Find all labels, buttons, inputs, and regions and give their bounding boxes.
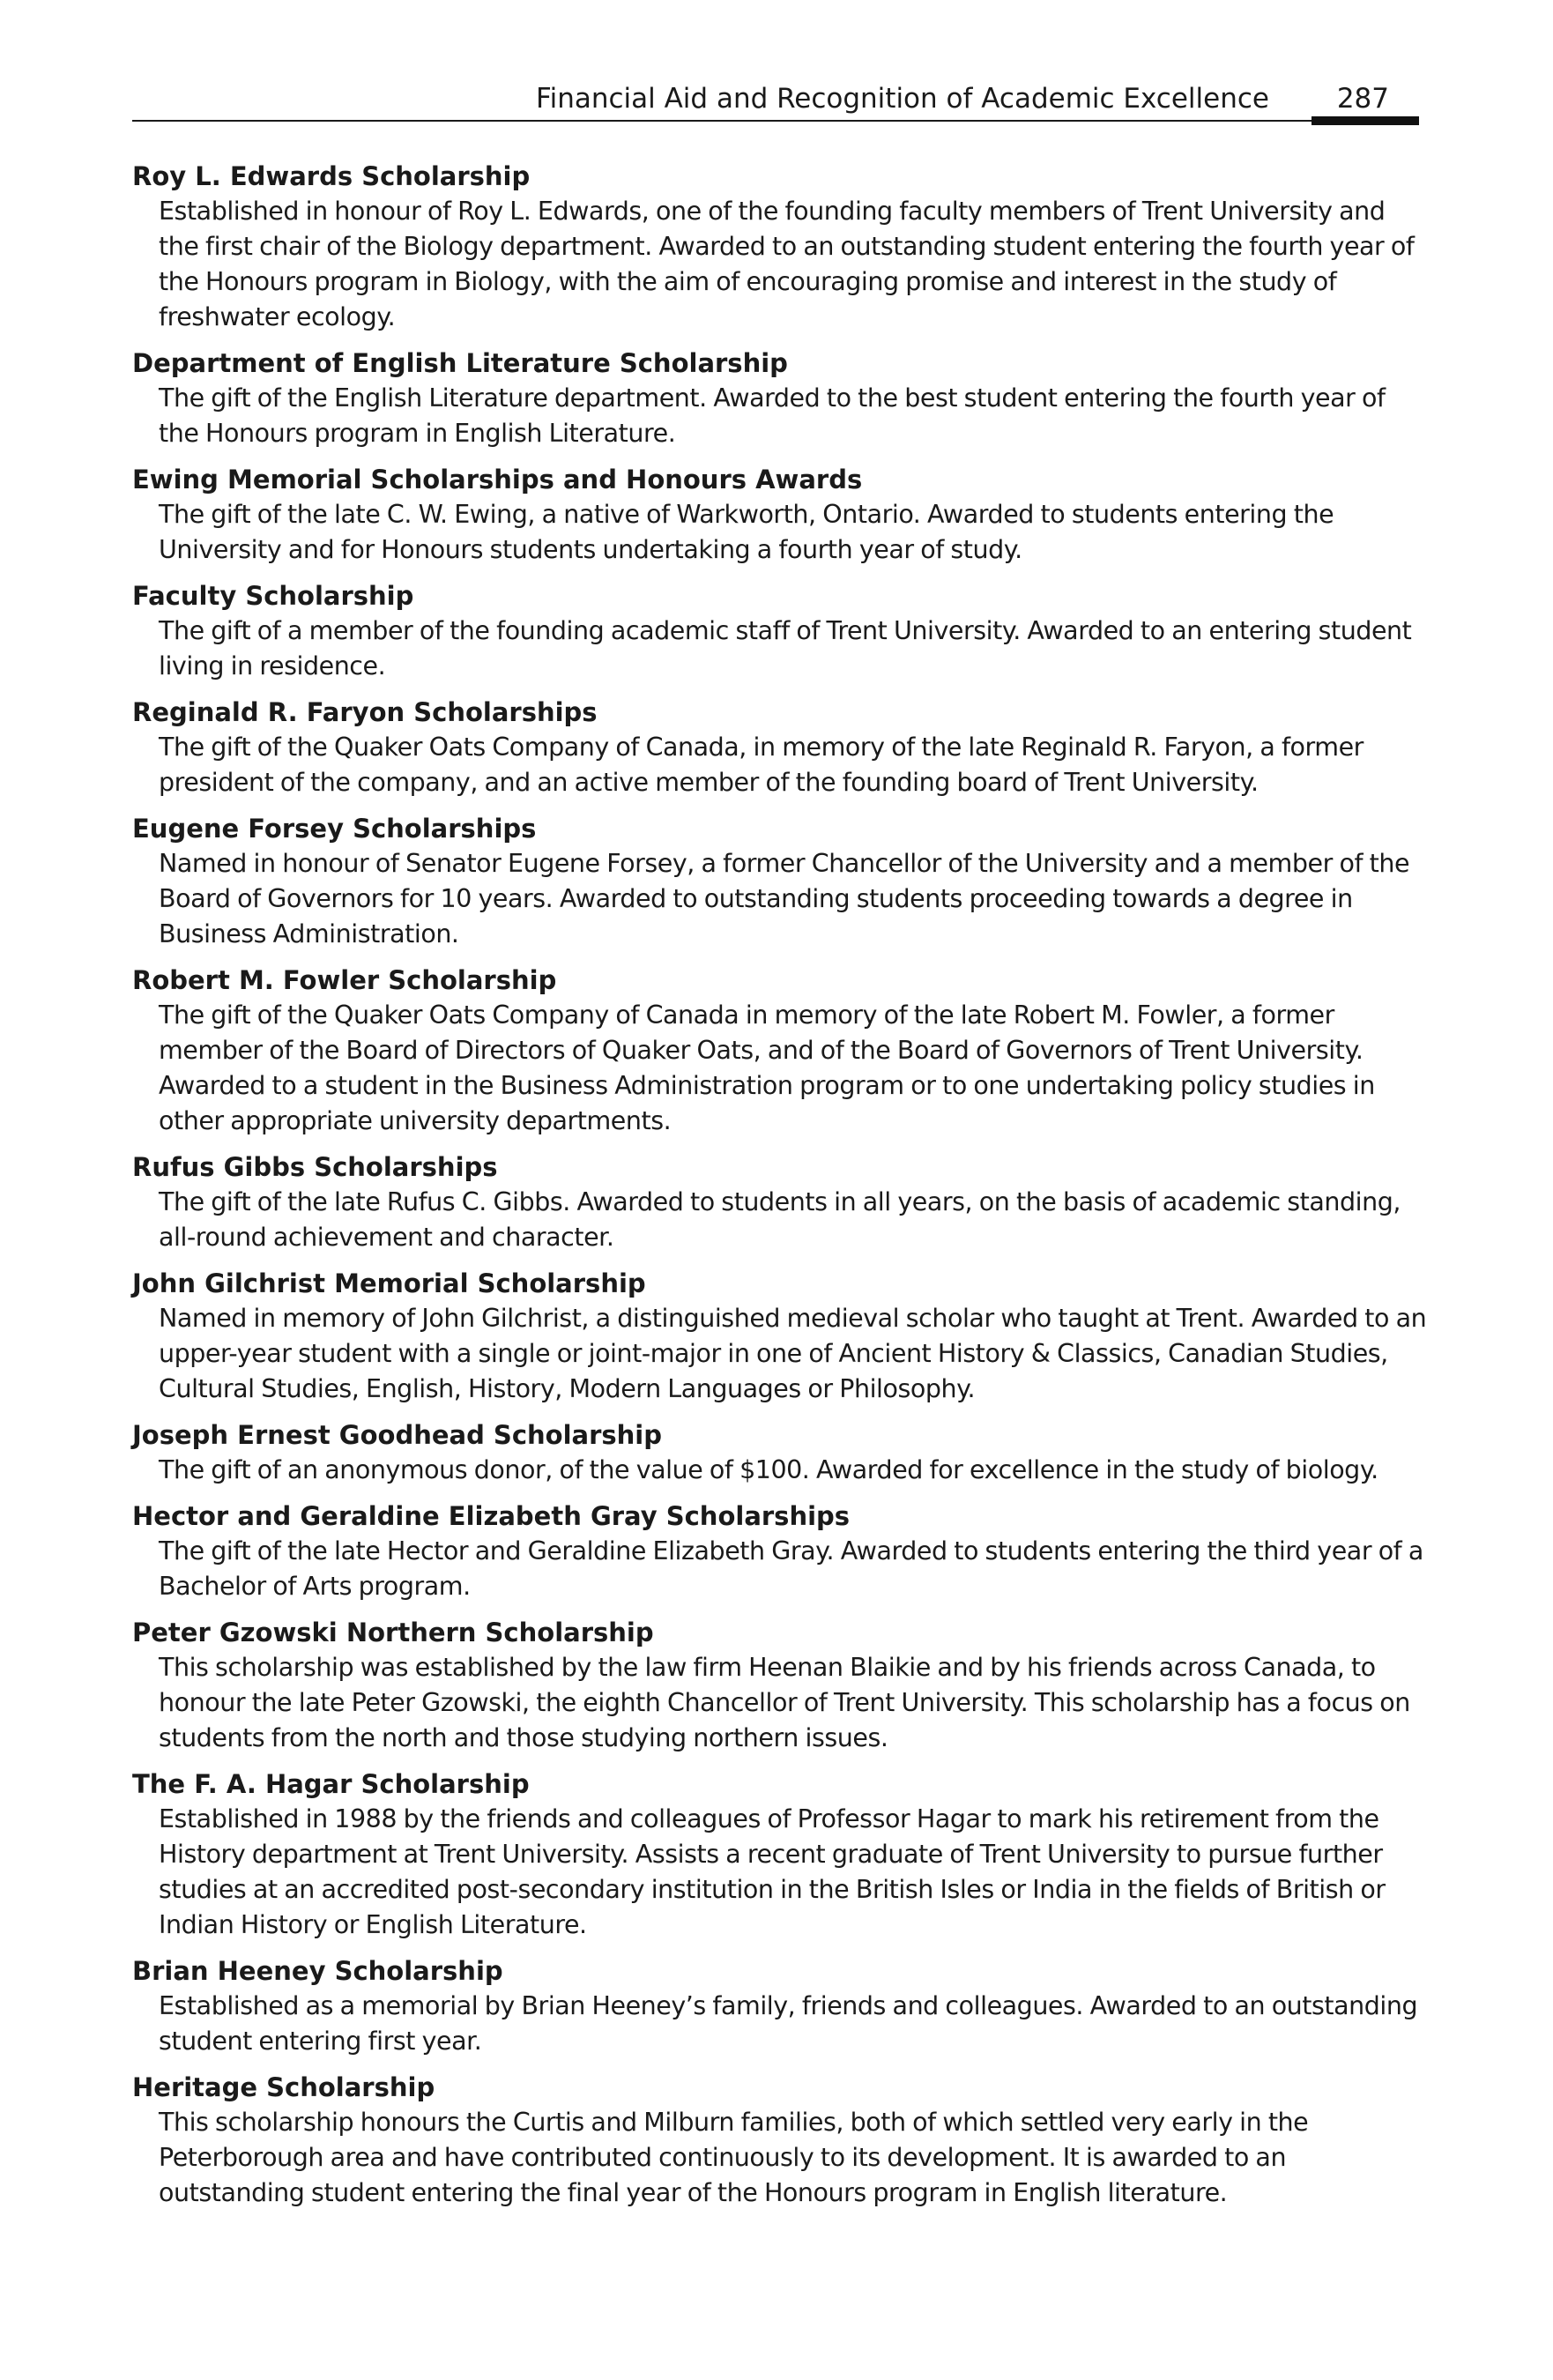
page-number: 287 — [1336, 83, 1389, 115]
scholarship-title: Faculty Scholarship — [132, 581, 414, 611]
scholarship-entry — [132, 2070, 1428, 2211]
scholarship-entry — [132, 695, 1428, 800]
scholarship-entry — [132, 811, 1428, 952]
header-tab-marker — [1312, 116, 1419, 125]
scholarship-entry — [132, 159, 1428, 335]
scholarship-entry — [132, 578, 1428, 684]
scholarship-title: Reginald R. Faryon Scholarships — [132, 697, 598, 727]
scholarship-entry — [132, 1499, 1428, 1604]
scholarship-description: The gift of a member of the founding academic staff of Trent University. Awarded to an entering student living in residence. — [159, 616, 1412, 681]
scholarship-description: Established as a memorial by Brian Heeney’s family, friends and colleagues. Awarded to an outstanding student entering first year. — [159, 1991, 1418, 2056]
scholarship-description: Established in honour of Roy L. Edwards, one of the founding faculty members of Trent University and the first chair of the Biology department. Awarded to an outstanding student entering the fourth year of the Honours program in Biology, with the aim of encouraging promise and interest in the study of freshwater ecology. — [159, 197, 1415, 331]
scholarship-title: Department of English Literature Scholarship — [132, 348, 788, 378]
scholarship-title: Hector and Geraldine Elizabeth Gray Scholarships — [132, 1501, 851, 1531]
scholarship-entry — [132, 1149, 1428, 1255]
scholarship-entry — [132, 1766, 1428, 1943]
scholarship-description: The gift of the Quaker Oats Company of Canada in memory of the late Robert M. Fowler, a former member of the Board of Directors of Quaker Oats, and of the Board of Governors of Trent University. Awarded to a student in the Business Administration program or to one undertaking policy studies in other appropriate university departments. — [159, 1000, 1375, 1135]
scholarship-entry — [132, 462, 1428, 568]
scholarship-description: The gift of the Quaker Oats Company of Canada, in memory of the late Reginald R. Faryon, a former president of the company, and an active member of the founding board of Trent University. — [159, 733, 1364, 797]
scholarship-description: This scholarship was established by the law firm Heenan Blaikie and by his friends across Canada, to honour the late Peter Gzowski, the eighth Chancellor of Trent University. This scholarship has a focus on students from the north and those studying northern issues. — [159, 1653, 1410, 1752]
scholarship-entry — [132, 1615, 1428, 1756]
scholarship-list — [132, 159, 1428, 2221]
header-rule — [132, 120, 1313, 122]
scholarship-title: John Gilchrist Memorial Scholarship — [132, 1268, 646, 1298]
scholarship-entry — [132, 1266, 1428, 1407]
scholarship-title: Peter Gzowski Northern Scholarship — [132, 1618, 654, 1647]
scholarship-description: The gift of the English Literature department. Awarded to the best student entering the fourth year of the Honours program in English Literature. — [159, 383, 1386, 448]
scholarship-title: Heritage Scholarship — [132, 2072, 435, 2102]
scholarship-title: Robert M. Fowler Scholarship — [132, 965, 557, 995]
scholarship-title: Ewing Memorial Scholarships and Honours Awards — [132, 465, 863, 495]
running-header — [132, 78, 1419, 122]
scholarship-entry — [132, 1953, 1428, 2059]
scholarship-description: The gift of the late Rufus C. Gibbs. Awarded to students in all years, on the basis of academic standing, all-round achievement and character. — [159, 1187, 1401, 1252]
scholarship-description: The gift of the late C. W. Ewing, a native of Warkworth, Ontario. Awarded to students entering the University and for Honours students undertaking a fourth year of study. — [159, 500, 1334, 564]
scholarship-entry — [132, 963, 1428, 1139]
scholarship-title: Brian Heeney Scholarship — [132, 1956, 503, 1986]
scholarship-description: Established in 1988 by the friends and colleagues of Professor Hagar to mark his retirement from the History department at Trent University. Assists a recent graduate of Trent University to pursue further studies at an accredited post-secondary institution in the British Isles or India in the fields of British or Indian History or English Literature. — [159, 1804, 1386, 1939]
scholarship-title: Eugene Forsey Scholarships — [132, 814, 537, 844]
scholarship-description: The gift of the late Hector and Geraldine Elizabeth Gray. Awarded to students entering the third year of a Bachelor of Arts program. — [159, 1536, 1423, 1601]
scholarship-description: This scholarship honours the Curtis and Milburn families, both of which settled very early in the Peterborough area and have contributed continuously to its development. It is awarded to an outstanding student entering the final year of the Honours program in English literature. — [159, 2108, 1309, 2207]
scholarship-title: Rufus Gibbs Scholarships — [132, 1152, 498, 1182]
running-header-title: Financial Aid and Recognition of Academic Excellence — [536, 83, 1269, 115]
scholarship-entry — [132, 1417, 1428, 1488]
scholarship-description: Named in memory of John Gilchrist, a distinguished medieval scholar who taught at Trent. Awarded to an upper-year student with a single or joint-major in one of Ancient History & Classics, Canadian Studies, Cultural Studies, English, History, Modern Languages or Philosophy. — [159, 1304, 1427, 1403]
scholarship-title: Roy L. Edwards Scholarship — [132, 161, 531, 191]
scholarship-description: The gift of an anonymous donor, of the value of $100. Awarded for excellence in the study of biology. — [159, 1455, 1378, 1484]
scholarship-title: The F. A. Hagar Scholarship — [132, 1769, 530, 1799]
scholarship-description: Named in honour of Senator Eugene Forsey, a former Chancellor of the University and a member of the Board of Governors for 10 years. Awarded to outstanding students proceeding towards a degree in Business Administration. — [159, 849, 1410, 948]
scholarship-entry — [132, 346, 1428, 451]
scholarship-title: Joseph Ernest Goodhead Scholarship — [132, 1420, 662, 1450]
